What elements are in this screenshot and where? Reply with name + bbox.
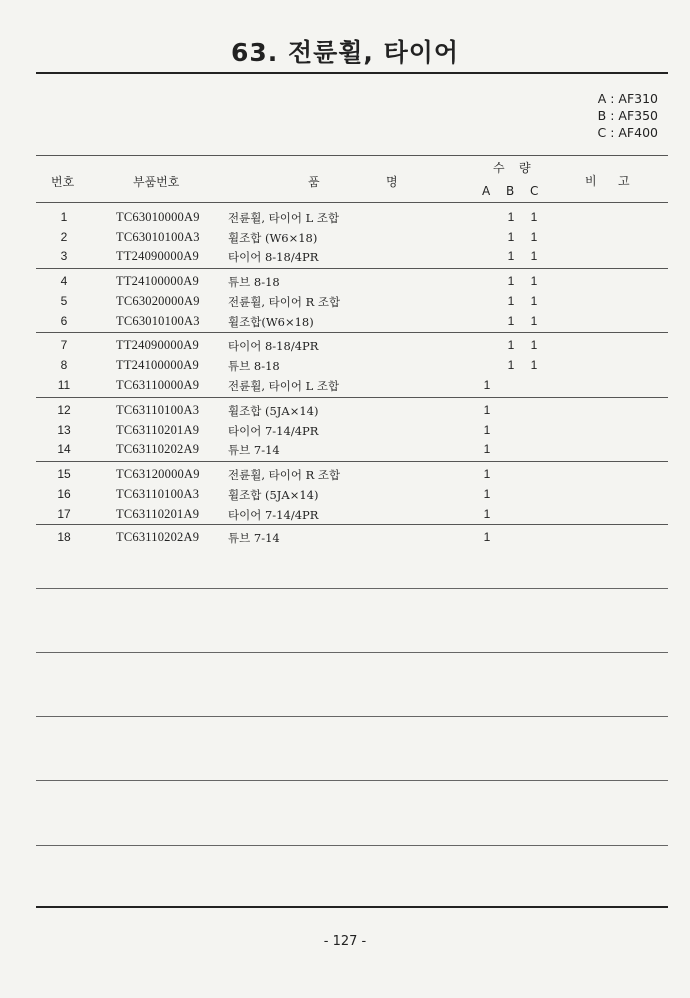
row-qty-c: 1 [530, 210, 538, 224]
table-row [0, 311, 690, 331]
row-no: 18 [57, 530, 71, 544]
row-no: 14 [57, 442, 71, 456]
table-row [0, 375, 690, 395]
row-part-no: TC63010100A3 [116, 230, 200, 244]
row-part-no: TC63110100A3 [116, 487, 200, 501]
row-no: 11 [57, 378, 71, 392]
row-no: 4 [60, 274, 68, 288]
row-qty-b: 1 [507, 338, 515, 352]
row-no: 5 [60, 294, 68, 308]
row-no: 7 [60, 338, 68, 352]
row-no: 17 [57, 507, 71, 521]
table-row [0, 207, 690, 227]
header-qty-a: A [482, 184, 491, 198]
blank-rule [36, 652, 668, 653]
row-qty-c: 1 [530, 230, 538, 244]
row-name: 휠조합(W6×18) [228, 315, 314, 329]
row-qty-a: 1 [483, 378, 491, 392]
row-qty-b: 1 [507, 358, 515, 372]
table-row [0, 335, 690, 355]
header-name-1: 품 [308, 175, 320, 189]
row-name: 타이어 7-14/4PR [228, 508, 319, 522]
table-row [0, 527, 690, 547]
blank-rule [36, 588, 668, 589]
table-row [0, 504, 690, 524]
table-row [0, 246, 690, 266]
model-c: C : AF400 [597, 125, 658, 140]
row-no: 12 [57, 403, 71, 417]
row-name: 타이어 8-18/4PR [228, 339, 319, 353]
row-part-no: TC63020000A9 [116, 294, 200, 308]
row-part-no: TC63110202A9 [116, 442, 200, 456]
row-no: 8 [60, 358, 68, 372]
row-qty-a: 1 [483, 507, 491, 521]
row-name: 휠조합 (5JA×14) [228, 488, 319, 502]
row-qty-a: 1 [483, 442, 491, 456]
row-part-no: TC63010000A9 [116, 210, 200, 224]
row-no: 2 [60, 230, 68, 244]
table-row [0, 439, 690, 459]
table-row [0, 291, 690, 311]
title-rule [36, 72, 668, 74]
row-part-no: TC63110100A3 [116, 403, 200, 417]
row-name: 전륜휠, 타이어 R 조합 [228, 295, 341, 309]
row-qty-a: 1 [483, 467, 491, 481]
header-qty-b: B [506, 184, 515, 198]
table-row [0, 484, 690, 504]
row-name: 튜브 7-14 [228, 531, 280, 545]
row-qty-b: 1 [507, 249, 515, 263]
row-name: 튜브 7-14 [228, 443, 280, 457]
table-row [0, 464, 690, 484]
row-no: 16 [57, 487, 71, 501]
row-no: 1 [60, 210, 68, 224]
row-no: 6 [60, 314, 68, 328]
model-a: A : AF310 [597, 91, 658, 106]
model-b: B : AF350 [597, 108, 658, 123]
blank-rule [36, 845, 668, 846]
row-qty-b: 1 [507, 294, 515, 308]
row-no: 3 [60, 249, 68, 263]
header-remark-1: 비 [585, 174, 597, 188]
table-row [0, 227, 690, 247]
row-name: 타이어 8-18/4PR [228, 250, 319, 264]
row-part-no: TC63010100A3 [116, 314, 200, 328]
table-row [0, 355, 690, 375]
row-no: 13 [57, 423, 71, 437]
header-top-rule [36, 155, 668, 156]
row-name: 휠조합 (W6×18) [228, 231, 318, 245]
row-name: 전륜휠, 타이어 L 조합 [228, 379, 340, 393]
row-part-no: TT24090000A9 [116, 249, 199, 263]
row-no: 15 [57, 467, 71, 481]
group-rule [36, 524, 668, 525]
row-qty-c: 1 [530, 338, 538, 352]
row-part-no: TT24090000A9 [116, 338, 199, 352]
footer-rule [36, 906, 668, 908]
header-no: 번호 [51, 175, 75, 189]
row-qty-c: 1 [530, 358, 538, 372]
row-name: 타이어 7-14/4PR [228, 424, 319, 438]
row-qty-c: 1 [530, 274, 538, 288]
row-part-no: TC63110201A9 [116, 423, 200, 437]
row-part-no: TT24100000A9 [116, 358, 199, 372]
row-qty-c: 1 [530, 249, 538, 263]
page-number: - 127 - [323, 934, 367, 949]
header-name-2: 명 [386, 175, 398, 189]
row-qty-a: 1 [483, 530, 491, 544]
row-qty-b: 1 [507, 314, 515, 328]
group-rule [36, 268, 668, 269]
group-rule [36, 397, 668, 398]
row-part-no: TC63120000A9 [116, 467, 200, 481]
row-part-no: TC63110000A9 [116, 378, 200, 392]
row-name: 튜브 8-18 [228, 359, 280, 373]
row-part-no: TT24100000A9 [116, 274, 199, 288]
row-name: 전륜휠, 타이어 L 조합 [228, 211, 340, 225]
row-qty-c: 1 [530, 294, 538, 308]
blank-rule [36, 716, 668, 717]
header-qty-c: C [530, 184, 539, 198]
table-row [0, 400, 690, 420]
header-part-no: 부품번호 [133, 175, 180, 189]
row-part-no: TC63110201A9 [116, 507, 200, 521]
row-part-no: TC63110202A9 [116, 530, 200, 544]
table-row [0, 420, 690, 440]
header-remark-2: 고 [618, 174, 630, 188]
row-qty-a: 1 [483, 403, 491, 417]
header-qty-2: 량 [519, 161, 531, 175]
row-qty-b: 1 [507, 274, 515, 288]
header-bottom-rule [36, 202, 668, 203]
table-row [0, 271, 690, 291]
group-rule [36, 332, 668, 333]
header-qty-1: 수 [493, 161, 505, 175]
row-name: 휠조합 (5JA×14) [228, 404, 319, 418]
row-qty-c: 1 [530, 314, 538, 328]
row-name: 튜브 8-18 [228, 275, 280, 289]
row-qty-b: 1 [507, 210, 515, 224]
row-name: 전륜휠, 타이어 R 조합 [228, 468, 341, 482]
group-rule [36, 461, 668, 462]
page-title: 63. 전륜휠, 타이어 [230, 38, 460, 67]
blank-rule [36, 780, 668, 781]
row-qty-a: 1 [483, 423, 491, 437]
model-legend [598, 90, 659, 141]
row-qty-b: 1 [507, 230, 515, 244]
row-qty-a: 1 [483, 487, 491, 501]
